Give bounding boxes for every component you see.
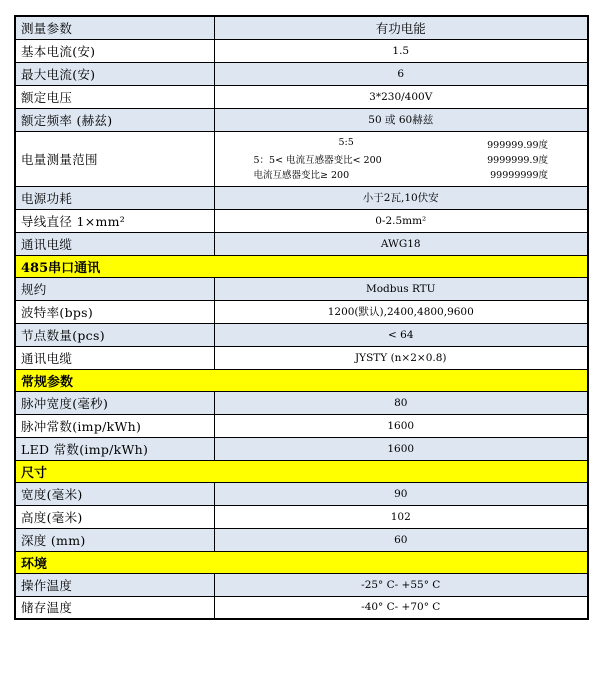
row-value: -40° C- +70° C [214, 596, 588, 619]
row-value: 90 [214, 482, 588, 505]
row-label: 额定频率 (赫兹) [15, 108, 214, 131]
row-value: 1600 [214, 414, 588, 437]
row-label: 测量参数 [15, 16, 214, 39]
range-line-left: 5:5 [338, 136, 354, 148]
row-value: AWG18 [214, 232, 588, 255]
row-value: 0-2.5mm² [214, 209, 588, 232]
row-label: 电源功耗 [15, 186, 214, 209]
table-row [15, 16, 588, 39]
table-row [15, 232, 588, 255]
section-title: 环境 [15, 551, 588, 573]
row-label: 脉冲宽度(毫秒) [15, 391, 214, 414]
table-row [15, 596, 588, 619]
spec-table [14, 15, 589, 620]
table-row [15, 346, 588, 369]
row-label: 导线直径 1×mm² [15, 209, 214, 232]
table-row [15, 131, 588, 186]
table-row [15, 573, 588, 596]
section-title: 485串口通讯 [15, 255, 588, 277]
range-line [224, 152, 579, 166]
row-label: 规约 [15, 277, 214, 300]
row-value: -25° C- +55° C [214, 573, 588, 596]
table-row [15, 108, 588, 131]
row-label: 波特率(bps) [15, 300, 214, 323]
row-value: 1.5 [214, 39, 588, 62]
row-label: 宽度(毫米) [15, 482, 214, 505]
table-row [15, 391, 588, 414]
row-label: 电量测量范围 [15, 131, 214, 186]
section-title: 常规参数 [15, 369, 588, 391]
section-header [15, 369, 588, 391]
section-header [15, 551, 588, 573]
range-line-left: 电流互感器变比≥ 200 [253, 169, 350, 181]
row-label: 储存温度 [15, 596, 214, 619]
row-label: LED 常数(imp/kWh) [15, 437, 214, 460]
range-line-right: 99999999度 [490, 169, 548, 181]
table-row [15, 277, 588, 300]
table-row [15, 85, 588, 108]
row-value: 50 或 60赫兹 [214, 108, 588, 131]
row-label: 节点数量(pcs) [15, 323, 214, 346]
row-label: 高度(毫米) [15, 505, 214, 528]
section-title: 尺寸 [15, 460, 588, 482]
row-label: 脉冲常数(imp/kWh) [15, 414, 214, 437]
row-value: < 64 [214, 323, 588, 346]
row-value: 3*230/400V [214, 85, 588, 108]
row-value: 有功电能 [214, 16, 588, 39]
table-row [15, 482, 588, 505]
row-label: 操作温度 [15, 573, 214, 596]
row-value: Modbus RTU [214, 277, 588, 300]
section-header [15, 460, 588, 482]
row-label: 通讯电缆 [15, 346, 214, 369]
table-row [15, 39, 588, 62]
row-label: 通讯电缆 [15, 232, 214, 255]
range-line-right: 9999999.9度 [487, 154, 548, 166]
row-value: JYSTY (n×2×0.8) [214, 346, 588, 369]
range-line [224, 137, 579, 151]
table-row [15, 437, 588, 460]
range-value [214, 131, 588, 186]
row-value: 6 [214, 62, 588, 85]
row-value: 1200(默认),2400,4800,9600 [214, 300, 588, 323]
row-value: 60 [214, 528, 588, 551]
row-label: 基本电流(安) [15, 39, 214, 62]
table-row [15, 414, 588, 437]
range-line-left: 5：5< 电流互感器变比< 200 [253, 154, 382, 166]
range-line-right: 999999.99度 [487, 139, 548, 151]
table-row [15, 62, 588, 85]
row-label: 深度 (mm) [15, 528, 214, 551]
row-value: 小于2瓦,10伏安 [214, 186, 588, 209]
table-row [15, 186, 588, 209]
row-label: 最大电流(安) [15, 62, 214, 85]
table-row [15, 300, 588, 323]
table-row [15, 323, 588, 346]
table-row [15, 528, 588, 551]
table-row [15, 505, 588, 528]
row-value: 1600 [214, 437, 588, 460]
section-header [15, 255, 588, 277]
range-line [224, 167, 579, 181]
table-row [15, 209, 588, 232]
row-value: 102 [214, 505, 588, 528]
row-label: 额定电压 [15, 85, 214, 108]
row-value: 80 [214, 391, 588, 414]
